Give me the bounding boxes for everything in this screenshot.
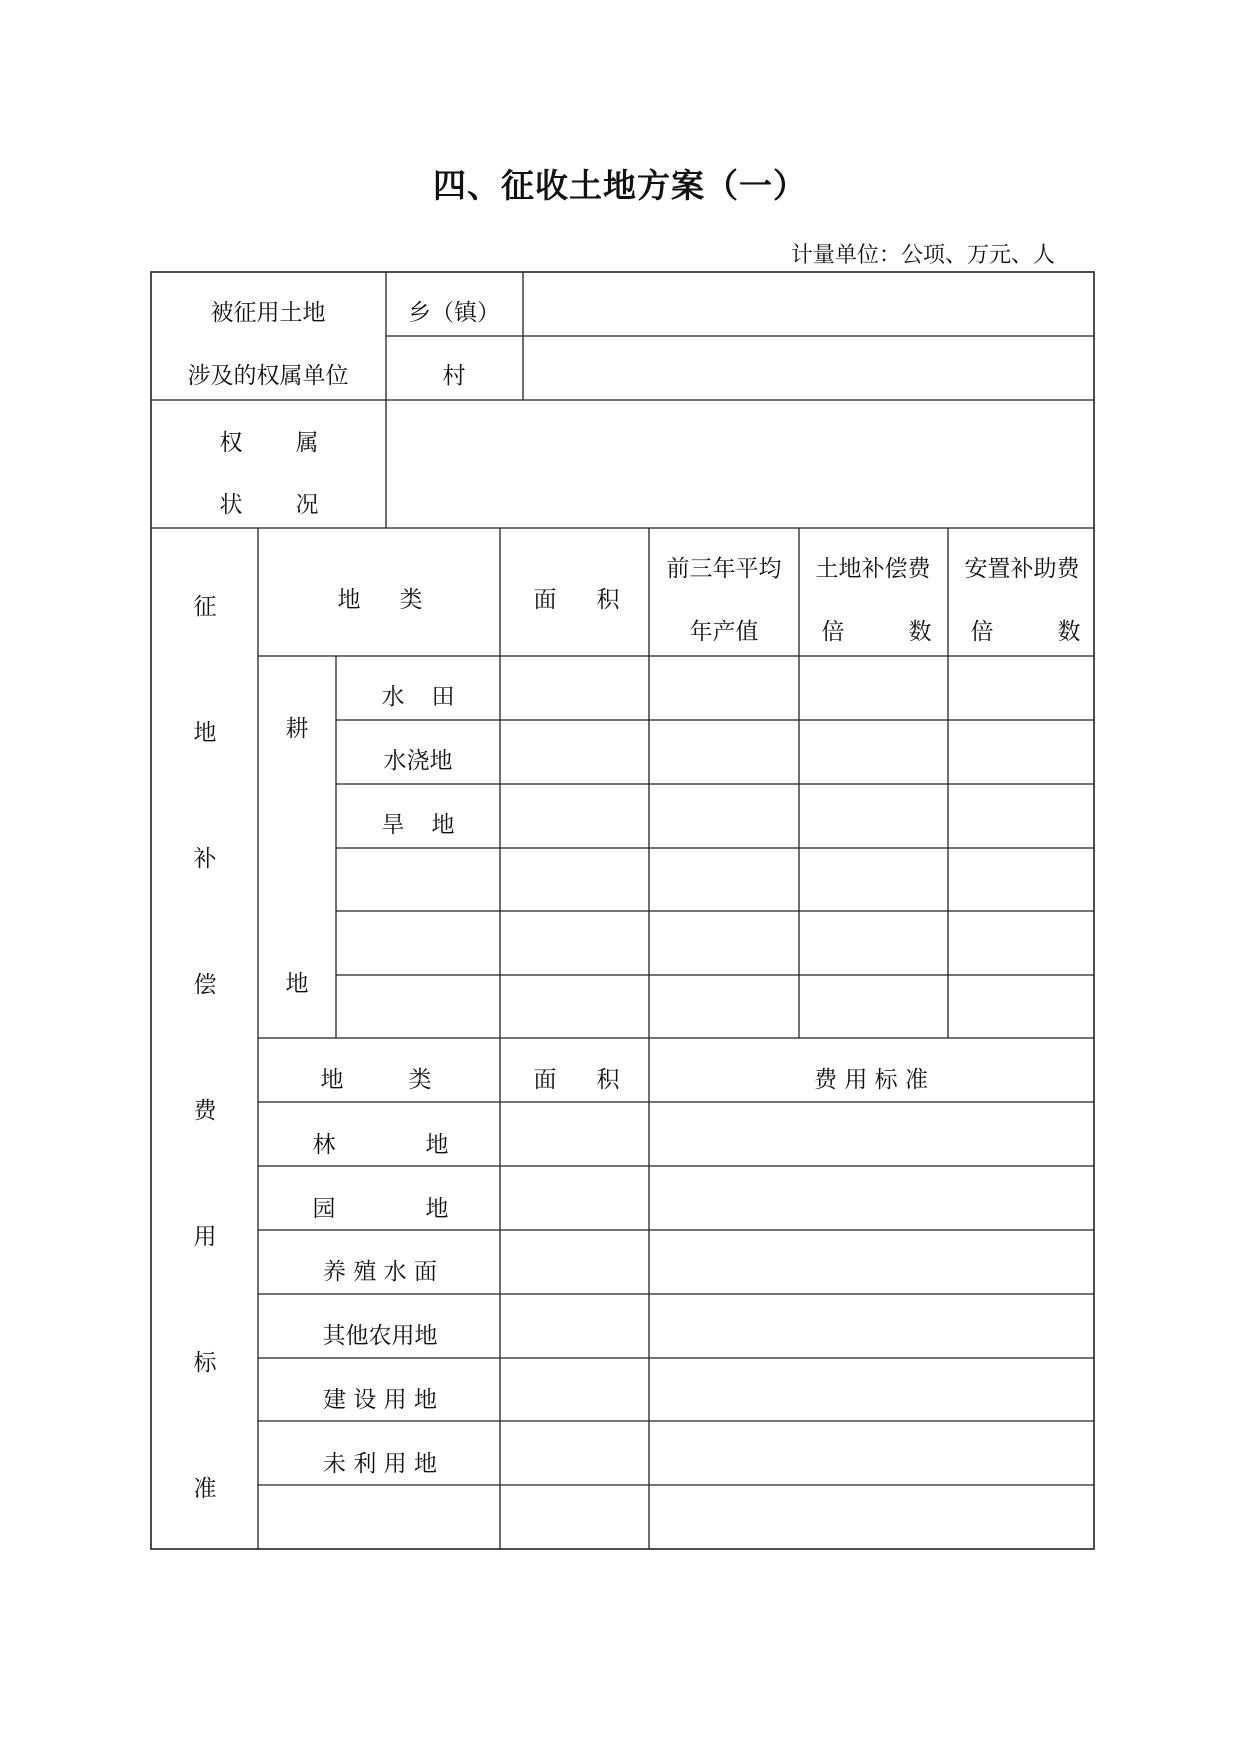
header-resettle-char: 数	[1057, 619, 1081, 645]
other-row-label: 园	[312, 1196, 336, 1222]
town-label: 乡（镇）	[408, 300, 500, 326]
other-row-label: 地	[425, 1132, 449, 1158]
side-label-char: 费	[193, 1098, 217, 1124]
header-area-char: 面	[533, 587, 557, 613]
arable-row-label: 田	[431, 684, 455, 710]
other-row-label: 养 殖 水 面	[323, 1259, 437, 1285]
header-area-char: 积	[596, 587, 620, 613]
arable-row-label: 水	[381, 684, 405, 710]
side-label-char: 准	[193, 1476, 217, 1502]
header-land-comp-char: 数	[908, 619, 932, 645]
arable-row-label: 旱	[381, 812, 405, 838]
header-resettle-char: 倍	[970, 619, 994, 645]
header2-land-type-char: 类	[408, 1067, 432, 1093]
other-row-label: 建 设 用 地	[323, 1387, 437, 1413]
header-resettle-line1: 安置补助费	[964, 556, 1080, 582]
other-row-label: 未 利 用 地	[323, 1451, 437, 1477]
header-avg-value-line1: 前三年平均	[666, 556, 782, 582]
other-row-label: 林	[312, 1132, 336, 1158]
side-label-char: 标	[193, 1350, 217, 1376]
arable-row-label: 水浇地	[383, 748, 453, 774]
form-title: 四、征收土地方案（一）	[433, 166, 807, 205]
ownership-status-input-cell[interactable]	[387, 401, 1093, 527]
side-label-char: 征	[193, 594, 217, 620]
header-land-type-char: 地	[337, 587, 361, 613]
header2-fee-standard: 费 用 标 准	[814, 1067, 928, 1093]
arable-row-label: 地	[431, 812, 455, 838]
owner-label-line2: 涉及的权属单位	[187, 363, 349, 389]
header-land-comp-line1: 土地补偿费	[815, 556, 931, 582]
header2-land-type-char: 地	[320, 1067, 344, 1093]
village-input-cell[interactable]	[524, 337, 1093, 399]
ownership-char: 属	[295, 430, 319, 456]
arable-label-char: 地	[285, 971, 309, 997]
status-char: 况	[295, 492, 319, 518]
owner-label-line1: 被征用土地	[210, 300, 326, 326]
side-label-char: 地	[193, 720, 217, 746]
arable-label-char: 耕	[285, 716, 309, 742]
side-label-char: 用	[193, 1224, 217, 1250]
village-label: 村	[442, 363, 466, 389]
header2-area-char: 面	[533, 1067, 557, 1093]
header-avg-value-line2: 年产值	[689, 619, 759, 645]
side-label-char: 补	[193, 846, 217, 872]
header-land-comp-char: 倍	[821, 619, 845, 645]
status-char: 状	[219, 492, 243, 518]
other-row-label: 其他农用地	[322, 1323, 438, 1349]
units-note: 计量单位：公项、万元、人	[790, 243, 1055, 268]
side-label-char: 偿	[193, 972, 217, 998]
ownership-char: 权	[219, 430, 243, 456]
town-input-cell[interactable]	[524, 273, 1093, 335]
header2-area-char: 积	[596, 1067, 620, 1093]
other-row-label: 地	[425, 1196, 449, 1222]
header-land-type-char: 类	[399, 587, 423, 613]
